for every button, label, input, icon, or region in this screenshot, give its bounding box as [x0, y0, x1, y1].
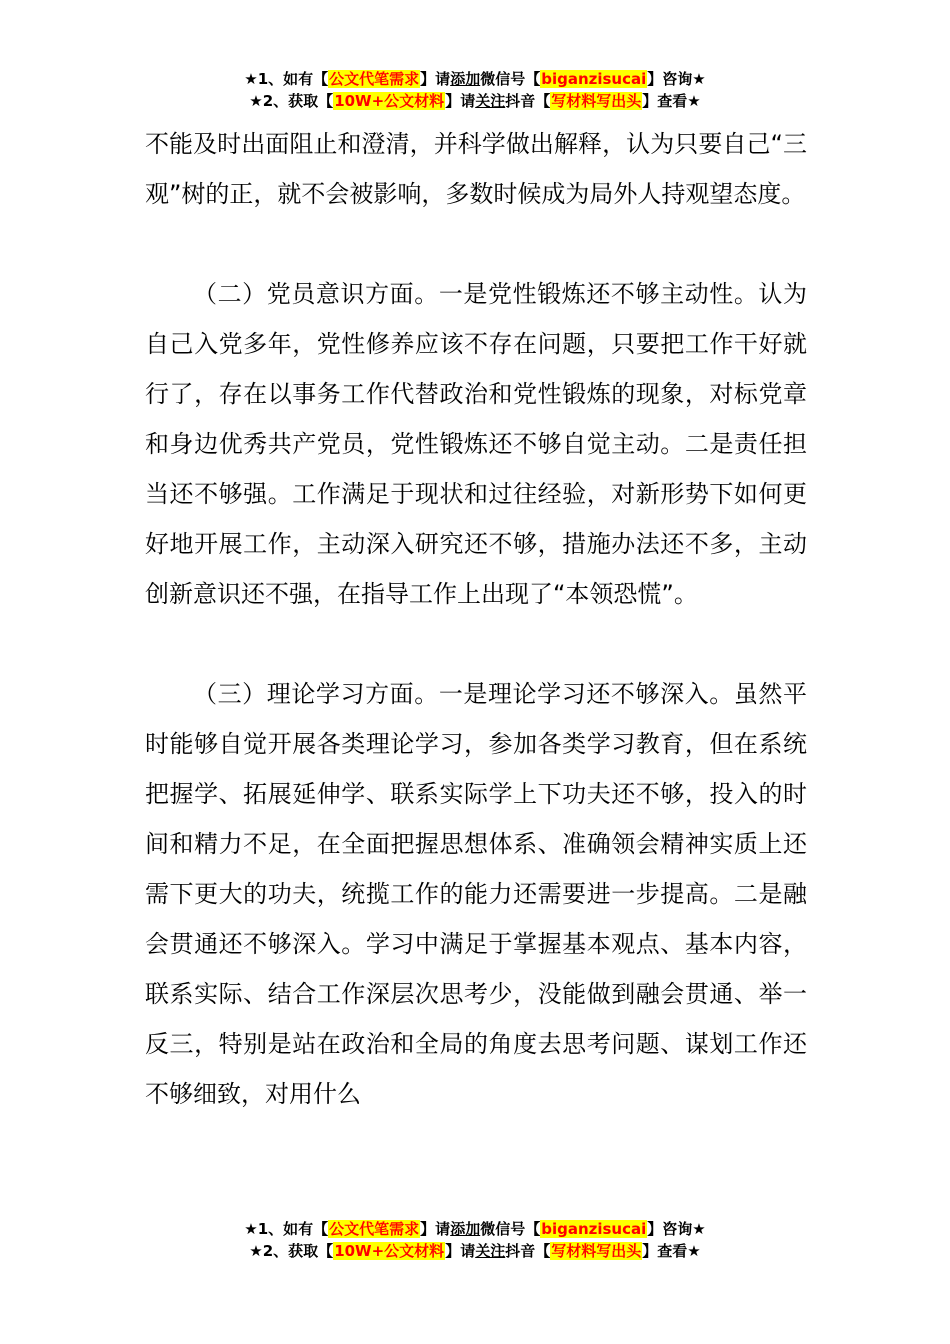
footer-banner: [0, 1218, 950, 1262]
banner-text: 】请: [420, 1220, 451, 1238]
banner-douyin-id: 写材料写出头: [551, 92, 642, 110]
banner-highlight: 10W+公文材料: [334, 92, 445, 110]
paragraph-spacer: [145, 619, 807, 669]
banner-text: 】请: [420, 70, 451, 88]
banner-emphasis: 添加: [450, 1220, 481, 1238]
banner-prefix: ★2、获取【: [249, 1242, 334, 1260]
banner-wechat-id: biganzisucai: [541, 70, 647, 88]
header-banner-line-2: [0, 90, 950, 112]
footer-banner-line-1: [0, 1218, 950, 1240]
footer-banner-line-2: [0, 1240, 950, 1262]
document-body: [145, 119, 807, 1119]
paragraph-continuation: 不能及时出面阻止和澄清，并科学做出解释，认为只要自己“三观”树的正，就不会被影响，多数时候成为局外人持观望态度。: [145, 130, 807, 208]
banner-highlight: 公文代笔需求: [329, 1220, 420, 1238]
banner-emphasis: 关注: [475, 92, 506, 110]
banner-emphasis: 添加: [450, 70, 481, 88]
header-banner: [0, 68, 950, 112]
banner-text: 抖音【: [505, 1242, 551, 1260]
banner-suffix: 】查看★: [642, 92, 701, 110]
banner-highlight: 公文代笔需求: [329, 70, 420, 88]
banner-prefix: ★1、如有【: [244, 1220, 329, 1238]
paragraph-party-awareness: （二）党员意识方面。一是党性锻炼还不够主动性。认为自己入党多年，党性修养应该不存在问题，只要把工作干好就行了，存在以事务工作代替政治和党性锻炼的现象，对标党章和身边优秀共产党员，党性锻炼还不够自觉主动。二是责任担当还不够强。工作满足于现状和过往经验，对新形势下如何更好地开展工作，主动深入研究还不够，措施办法还不多，主动创新意识还不强，在指导工作上出现了“本领恐慌”。: [145, 280, 807, 608]
banner-wechat-id: biganzisucai: [541, 1220, 647, 1238]
paragraph-theory-study: （三）理论学习方面。一是理论学习还不够深入。虽然平时能够自觉开展各类理论学习，参加各类学习教育，但在系统把握学、拓展延伸学、联系实际学上下功夫还不够，投入的时间和精力不足，在全面把握思想体系、准确领会精神实质上还需下更大的功夫，统揽工作的能力还需要进一步提高。二是融会贯通还不够深入。学习中满足于掌握基本观点、基本内容，联系实际、结合工作深层次思考少，没能做到融会贯通、举一反三，特别是站在政治和全局的角度去思考问题、谋划工作还不够细致，对用什么: [145, 680, 807, 1108]
banner-text: 抖音【: [505, 92, 551, 110]
banner-emphasis: 关注: [475, 1242, 506, 1260]
banner-suffix: 】咨询★: [647, 70, 706, 88]
banner-highlight: 10W+公文材料: [334, 1242, 445, 1260]
header-banner-line-1: [0, 68, 950, 90]
paragraph-spacer: [145, 219, 807, 269]
banner-text: 】请: [445, 92, 476, 110]
banner-suffix: 】咨询★: [647, 1220, 706, 1238]
banner-prefix: ★1、如有【: [244, 70, 329, 88]
banner-text: 微信号【: [480, 70, 541, 88]
banner-suffix: 】查看★: [642, 1242, 701, 1260]
banner-text: 微信号【: [480, 1220, 541, 1238]
banner-prefix: ★2、获取【: [249, 92, 334, 110]
banner-douyin-id: 写材料写出头: [551, 1242, 642, 1260]
banner-text: 】请: [445, 1242, 476, 1260]
